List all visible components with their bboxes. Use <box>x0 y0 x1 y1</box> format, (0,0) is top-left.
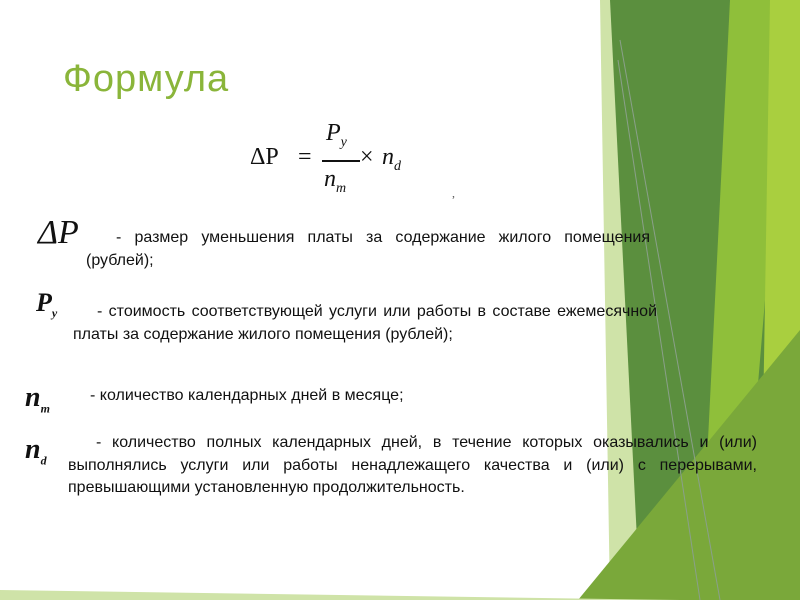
formula-denominator-sub: m <box>336 180 347 196</box>
definition-symbol <box>25 434 47 469</box>
definition-symbol-sub: у <box>51 306 58 321</box>
definition-symbol-sub: d <box>40 453 47 468</box>
formula-multiplier <box>382 144 401 175</box>
definition-symbol <box>36 288 57 321</box>
main-formula <box>250 118 440 208</box>
formula-multiplier-sub: d <box>394 158 401 174</box>
fraction-bar <box>322 160 360 162</box>
formula-equals: = <box>298 144 312 170</box>
definition-text: - количество календарных дней в месяце; <box>90 387 404 404</box>
definition-symbol-base: n <box>25 434 41 465</box>
definition-text: - размер уменьшения платы за содержание жилого помещения (рублей); <box>86 229 650 269</box>
definition-symbol-base: n <box>25 382 41 413</box>
deco-shape-bottom-line <box>0 590 680 600</box>
formula-numerator <box>326 120 347 151</box>
definition-symbol <box>25 382 50 417</box>
definition-symbol-sub: m <box>40 401 50 416</box>
definition-symbol-base: ΔP <box>38 214 79 251</box>
slide-title: Формула <box>63 58 230 100</box>
formula-numerator-base: P <box>326 120 341 146</box>
definition-symbol <box>38 214 79 252</box>
formula-lhs: ΔP <box>250 144 279 170</box>
definition-text: - количество полных календарных дней, в течение которых оказывались и (или) выполнялись услуги или работы ненадлежащего качества и (или) с перерывами, превышающими установленную продолжительность. <box>68 434 757 496</box>
definition-symbol-base: P <box>36 288 52 317</box>
formula-trailing-mark: , <box>452 186 455 200</box>
formula-times: × <box>360 144 374 170</box>
formula-multiplier-base: n <box>382 144 394 170</box>
formula-denominator <box>324 166 346 197</box>
formula-denominator-base: n <box>324 166 336 192</box>
formula-numerator-sub: у <box>340 134 347 150</box>
definition-text: - стоимость соответствующей услуги или работы в составе ежемесячной платы за содержание жилого помещения (рублей); <box>73 303 657 343</box>
